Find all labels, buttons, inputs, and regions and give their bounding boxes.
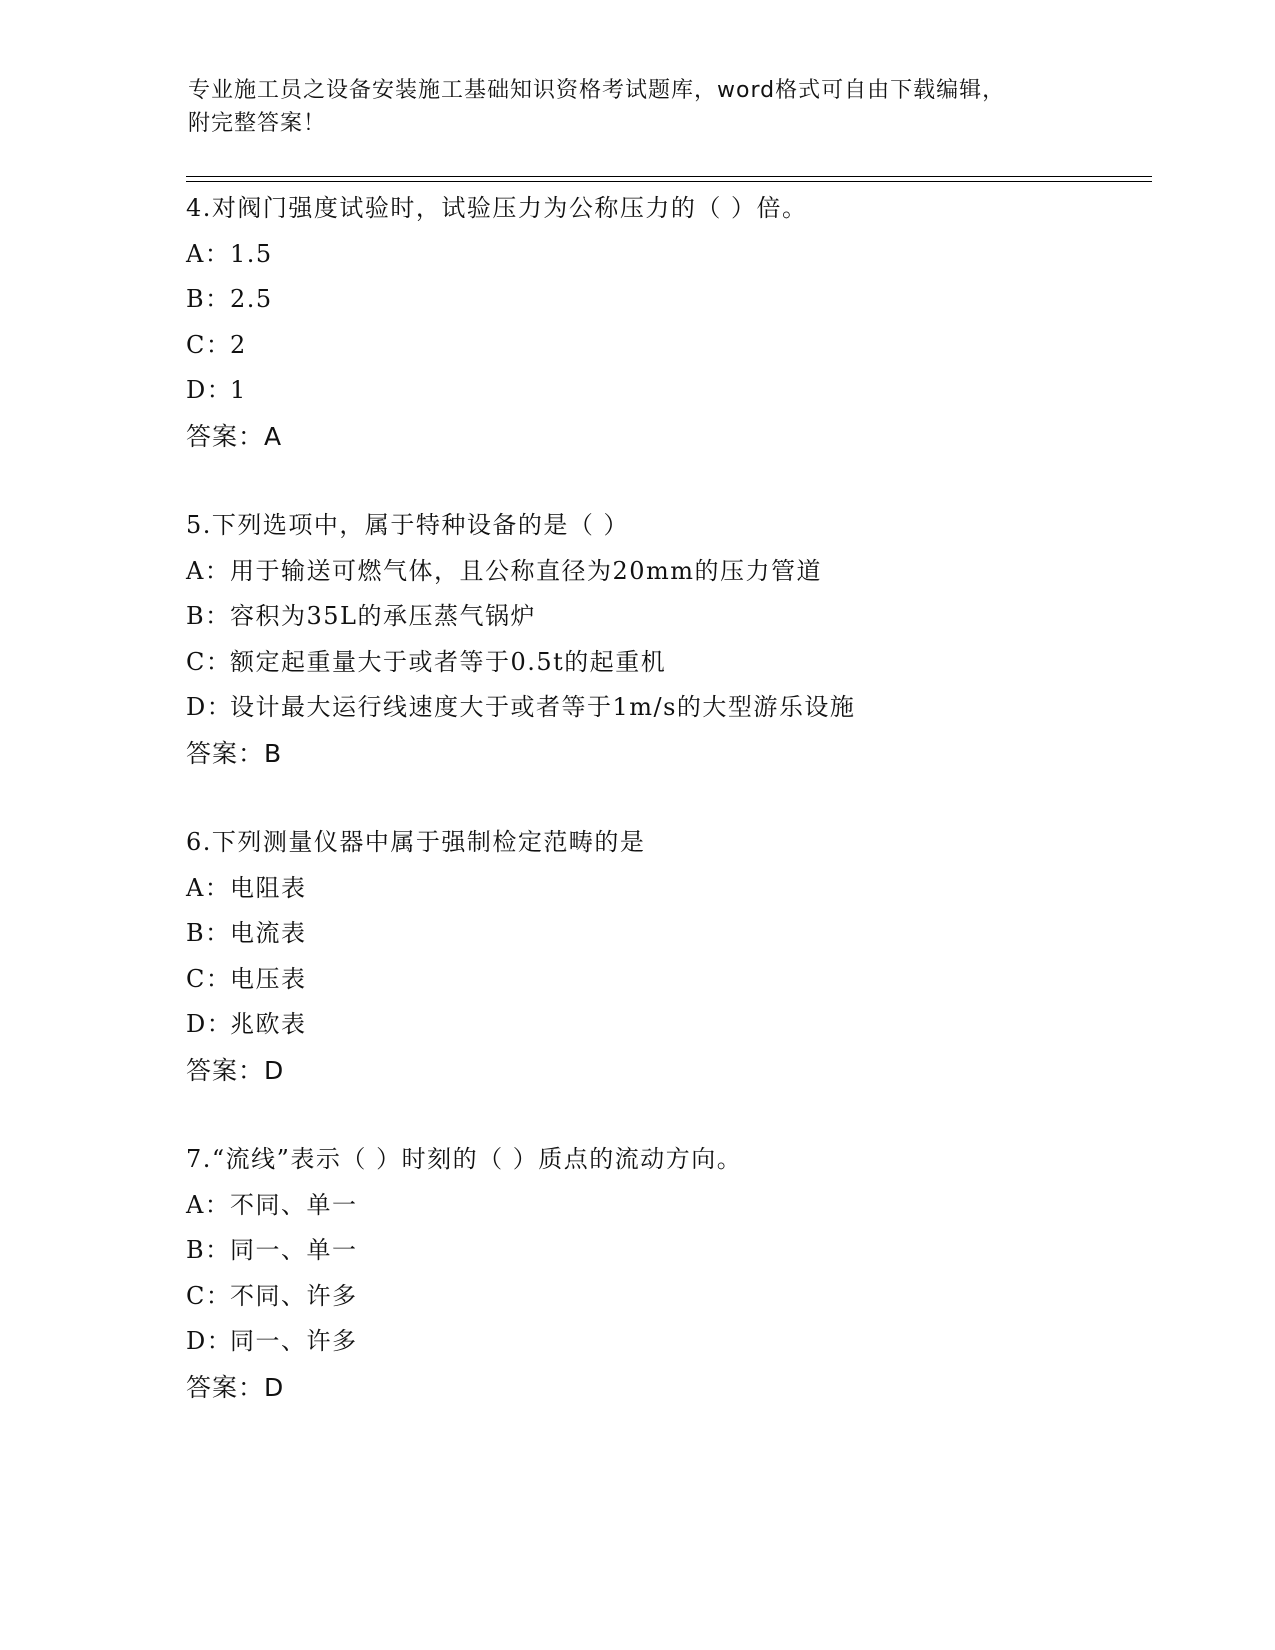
option-text: 电阻表 (230, 873, 307, 902)
question-7 (186, 1137, 1152, 1410)
option-letter: A： (186, 556, 231, 585)
question-list (186, 186, 1152, 1454)
option-letter: B： (186, 919, 231, 947)
option-letter: B： (186, 285, 231, 313)
option-text: 额定起重量大于或者等于0.5t的起重机 (230, 647, 667, 676)
option-text: 电压表 (230, 964, 307, 993)
header-divider-top (186, 176, 1152, 177)
answer-line: 答案：D (186, 1372, 285, 1402)
option-letter: A： (186, 239, 231, 268)
question-stem: 5.下列选项中，属于特种设备的是（ ） (186, 511, 630, 539)
option-letter: C： (186, 964, 232, 993)
answer-line: 答案：B (186, 738, 283, 768)
option-letter: B： (186, 1236, 231, 1264)
question-stem: 6.下列测量仪器中属于强制检定范畴的是 (186, 828, 646, 856)
option-text: 同一、许多 (230, 1327, 358, 1355)
question-stem: 7.“流线”表示（ ）时刻的（ ）质点的流动方向。 (186, 1145, 743, 1173)
option-text: 兆欧表 (230, 1010, 307, 1038)
option-text: 用于输送可燃气体，且公称直径为20mm的压力管道 (230, 556, 823, 585)
header-divider-bottom (186, 181, 1152, 182)
option-b (186, 594, 1152, 640)
option-letter: D： (186, 1327, 233, 1355)
option-c (186, 323, 1152, 369)
question-4 (186, 186, 1152, 459)
option-b (186, 1228, 1152, 1274)
option-b (186, 277, 1152, 323)
header-title-line-2: 附完整答案！ (188, 111, 327, 136)
question-5 (186, 503, 1152, 776)
header-title-line-1: 专业施工员之设备安装施工基础知识资格考试题库，word格式可自由下载编辑， (188, 78, 1006, 103)
option-letter: C： (186, 1281, 232, 1310)
option-a (186, 232, 1152, 278)
option-letter: A： (186, 1190, 231, 1219)
option-text: 不同、许多 (230, 1281, 358, 1310)
option-text: 1.5 (230, 239, 273, 268)
option-d (186, 368, 1152, 414)
option-letter: D： (186, 1010, 233, 1038)
question-6 (186, 820, 1152, 1093)
option-d (186, 1002, 1152, 1048)
option-text: 2.5 (230, 285, 273, 313)
option-c (186, 640, 1152, 686)
option-text: 容积为35L的承压蒸气锅炉 (230, 602, 536, 630)
option-a (186, 1183, 1152, 1229)
answer-line: 答案：A (186, 421, 283, 451)
option-text: 1 (230, 376, 247, 404)
document-header (188, 74, 1088, 140)
option-text: 2 (230, 330, 247, 359)
option-letter: D： (186, 693, 233, 721)
option-a (186, 866, 1152, 912)
option-text: 不同、单一 (230, 1190, 358, 1219)
option-d (186, 685, 1152, 731)
option-letter: C： (186, 330, 232, 359)
option-b (186, 911, 1152, 957)
option-letter: C： (186, 647, 232, 676)
option-letter: B： (186, 602, 231, 630)
answer-line: 答案：D (186, 1055, 285, 1085)
option-letter: A： (186, 873, 231, 902)
option-text: 同一、单一 (230, 1236, 358, 1264)
option-text: 设计最大运行线速度大于或者等于1m/s的大型游乐设施 (230, 693, 856, 721)
option-d (186, 1319, 1152, 1365)
option-c (186, 1274, 1152, 1320)
question-stem: 4.对阀门强度试验时，试验压力为公称压力的（ ）倍。 (186, 194, 808, 222)
option-a (186, 549, 1152, 595)
option-letter: D： (186, 376, 233, 404)
option-c (186, 957, 1152, 1003)
option-text: 电流表 (230, 919, 307, 947)
